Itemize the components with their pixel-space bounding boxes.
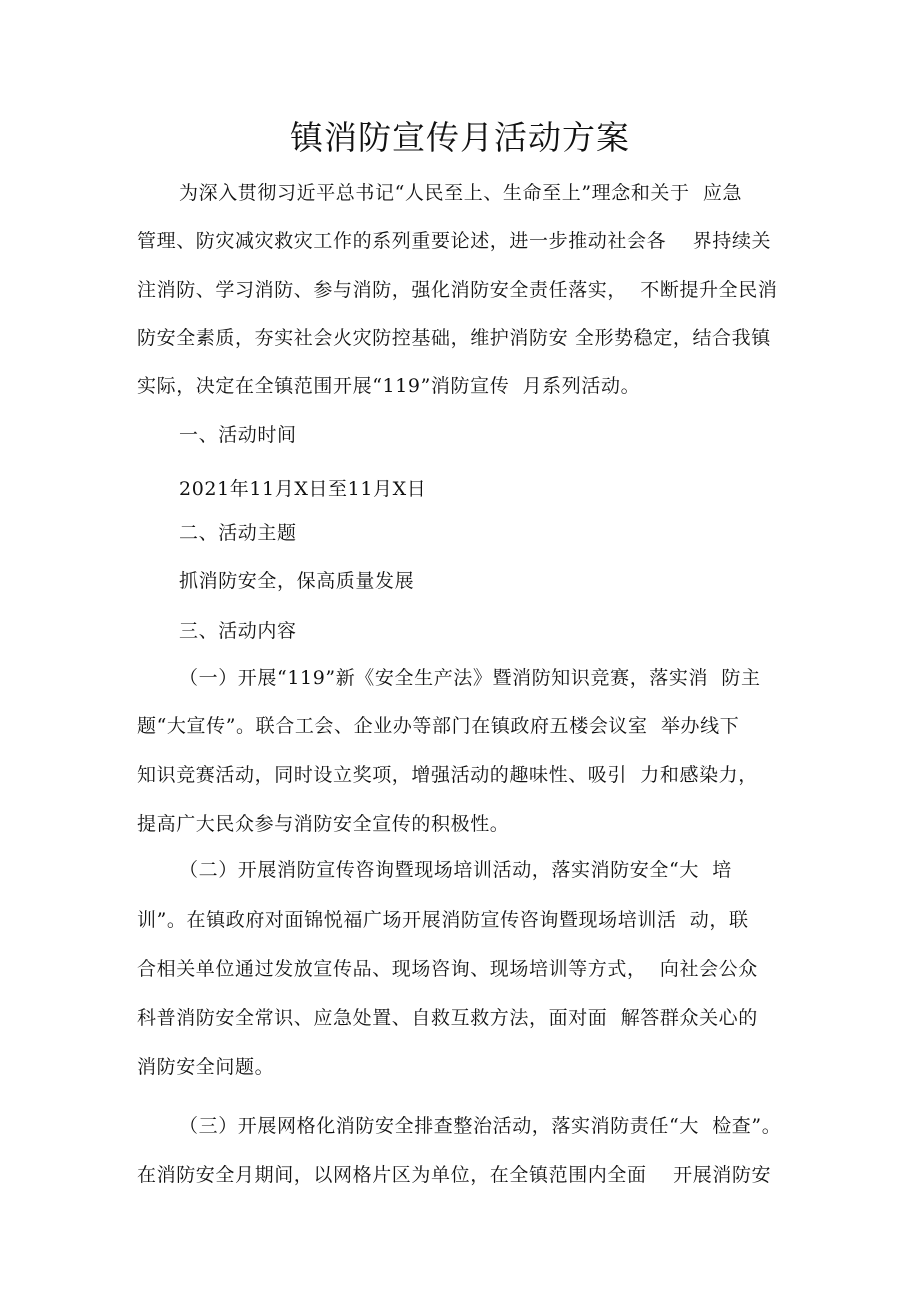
document-title: 镇消防宣传月活动方案 [290,118,630,157]
item2-line-4: 科普消防安全常识、应急处置、自救互救方法，面对面 解答群众关心的 [137,1007,758,1029]
section-heading-theme: 二、活动主题 [179,522,297,544]
intro-line-2: 管理、防灾减灾救灾工作的系列重要论述，进一步推动社会各 界持续关 [137,230,772,252]
item2-line-1: （二）开展消防宣传咨询暨现场培训活动，落实消防安全“大 培 [179,859,732,881]
item1-line-3: 知识竞赛活动，同时设立奖项，增强活动的趣味性、吸引 力和感染力， [137,764,758,786]
item2-line-2: 训”。在镇政府对面锦悦福广场开展消防宣传咨询暨现场培训活 动，联 [137,909,749,931]
item1-line-1: （一）开展“119”新《安全生产法》暨消防知识竞赛，落实消 防主 [179,667,761,689]
item3-line-2: 在消防安全月期间，以网格片区为单位，在全镇范围内全面 开展消防安 [137,1164,772,1186]
item2-line-5: 消防安全问题。 [137,1056,275,1078]
section-heading-time: 一、活动时间 [179,424,297,446]
item1-line-2: 题“大宣传”。联合工会、企业办等部门在镇政府五楼会议室 举办线下 [137,715,740,737]
intro-line-3: 注消防、学习消防、参与消防，强化消防安全责任落实， 不断提升全民消 [137,279,778,301]
item3-line-1: （三）开展网格化消防安全排查整治活动，落实消防责任“大 检查”。 [179,1115,782,1137]
item1-line-4: 提高广大民众参与消防安全宣传的积极性。 [137,813,510,835]
intro-line-5: 实际，决定在全镇范围开展“119”消防宣传 月系列活动。 [137,375,641,397]
activity-theme: 抓消防安全，保高质量发展 [179,570,415,592]
intro-line-4: 防安全素质，夯实社会火灾防控基础，维护消防安 全形势稳定，结合我镇 [137,327,771,349]
activity-date-range: 2021年11月X日至11月X日 [179,478,427,500]
section-heading-content: 三、活动内容 [179,620,297,642]
intro-line-1: 为深入贯彻习近平总书记“人民至上、生命至上”理念和关于 应急 [179,182,743,204]
item2-line-3: 合相关单位通过发放宣传品、现场咨询、现场培训等方式， 向社会公众 [137,958,758,980]
